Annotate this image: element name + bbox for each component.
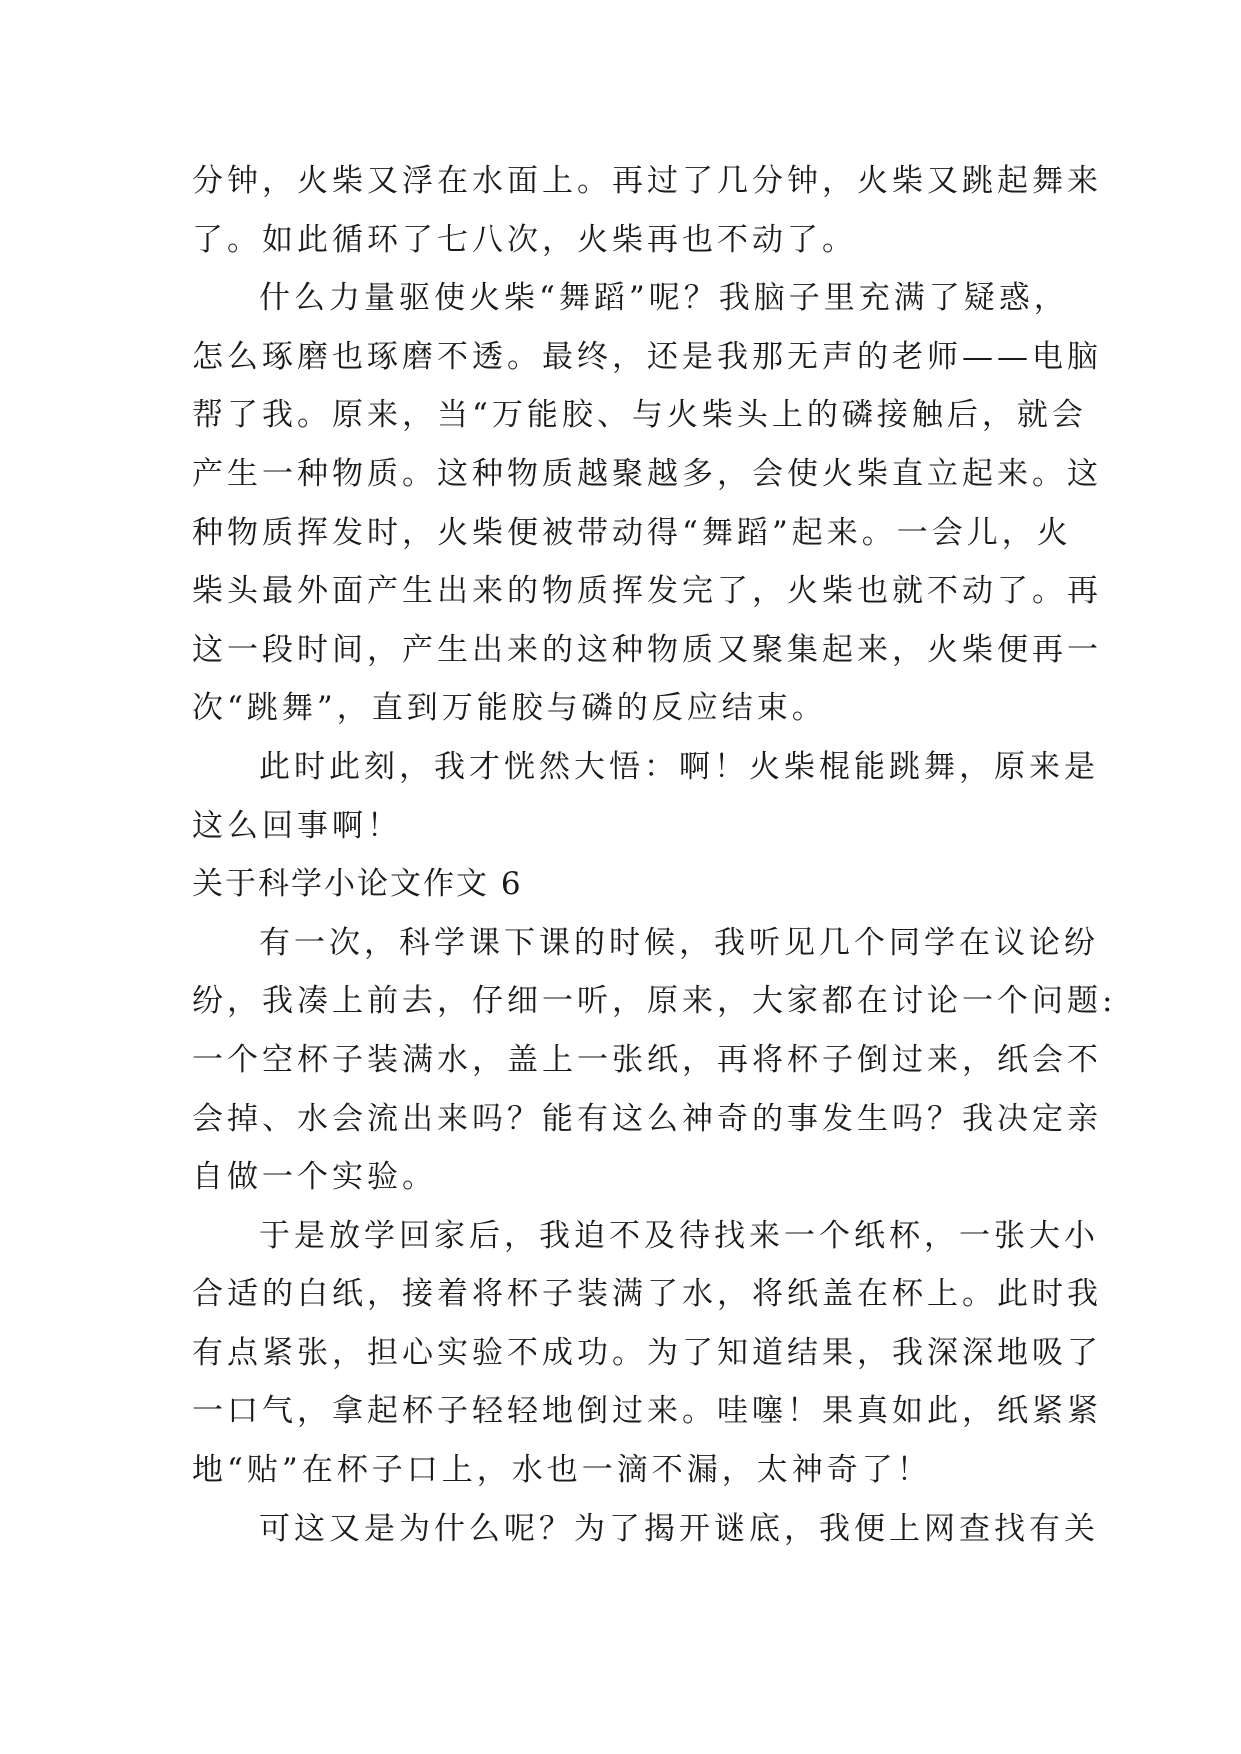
paragraph: [192, 269, 1102, 738]
section-heading: 关于科学小论文作文 6: [192, 866, 523, 903]
text-line: 这么回事啊！: [192, 807, 402, 844]
text-line: 一口气，拿起杯子轻轻地倒过来。哇噻！果真如此，纸紧紧: [192, 1393, 1102, 1430]
paragraph: [192, 1207, 1102, 1500]
text-line: 此时此刻，我才恍然大悟：啊！火柴棍能跳舞，原来是: [259, 748, 1099, 785]
text-line: 合适的白纸，接着将杯子装满了水，将纸盖在杯上。此时我: [192, 1276, 1102, 1313]
text-line: 可这又是为什么呢？为了揭开谜底，我便上网查找有关: [259, 1510, 1099, 1547]
document-body: [192, 152, 1117, 1558]
text-line: 种物质挥发时，火柴便被带动得“舞蹈”起来。一会儿，火: [192, 514, 1072, 551]
text-line: 产生一种物质。这种物质越聚越多，会使火柴直立起来。这: [192, 455, 1102, 492]
text-line: 于是放学回家后，我迫不及待找来一个纸杯，一张大小: [259, 1217, 1099, 1254]
text-line: 这一段时间，产生出来的这种物质又聚集起来，火柴便再一: [192, 631, 1102, 668]
text-line: 有点紧张，担心实验不成功。为了知道结果，我深深地吸了: [192, 1334, 1102, 1371]
paragraph: [192, 1500, 1099, 1559]
text-line: 会掉、水会流出来吗？能有这么神奇的事发生吗？我决定亲: [192, 1100, 1102, 1137]
paragraph: [192, 914, 1117, 1207]
text-line: 帮了我。原来，当“万能胶、与火柴头上的磷接触后，就会: [192, 397, 1087, 434]
text-line: 一个空杯子装满水，盖上一张纸，再将杯子倒过来，纸会不: [192, 1041, 1102, 1078]
text-line: 怎么琢磨也琢磨不透。最终，还是我那无声的老师——电脑: [192, 338, 1102, 375]
text-line: 自做一个实验。: [192, 1159, 437, 1196]
text-line: 次“跳舞”，直到万能胶与磷的反应结束。: [192, 690, 827, 727]
paragraph: [192, 152, 1102, 269]
text-line: 地“贴”在杯子口上，水也一滴不漏，太神奇了！: [192, 1452, 932, 1489]
text-line: 柴头最外面产生出来的物质挥发完了，火柴也就不动了。再: [192, 573, 1102, 610]
text-line: 有一次，科学课下课的时候，我听见几个同学在议论纷: [259, 924, 1099, 961]
paragraph: [192, 738, 1099, 855]
text-line: 什么力量驱使火柴“舞蹈”呢？我脑子里充满了疑惑，: [259, 280, 1069, 317]
text-line: 纷，我凑上前去，仔细一听，原来，大家都在讨论一个问题:: [192, 983, 1117, 1020]
text-line: 了。如此循环了七八次，火柴再也不动了。: [192, 221, 857, 258]
text-line: 分钟，火柴又浮在水面上。再过了几分钟，火柴又跳起舞来: [192, 163, 1102, 199]
